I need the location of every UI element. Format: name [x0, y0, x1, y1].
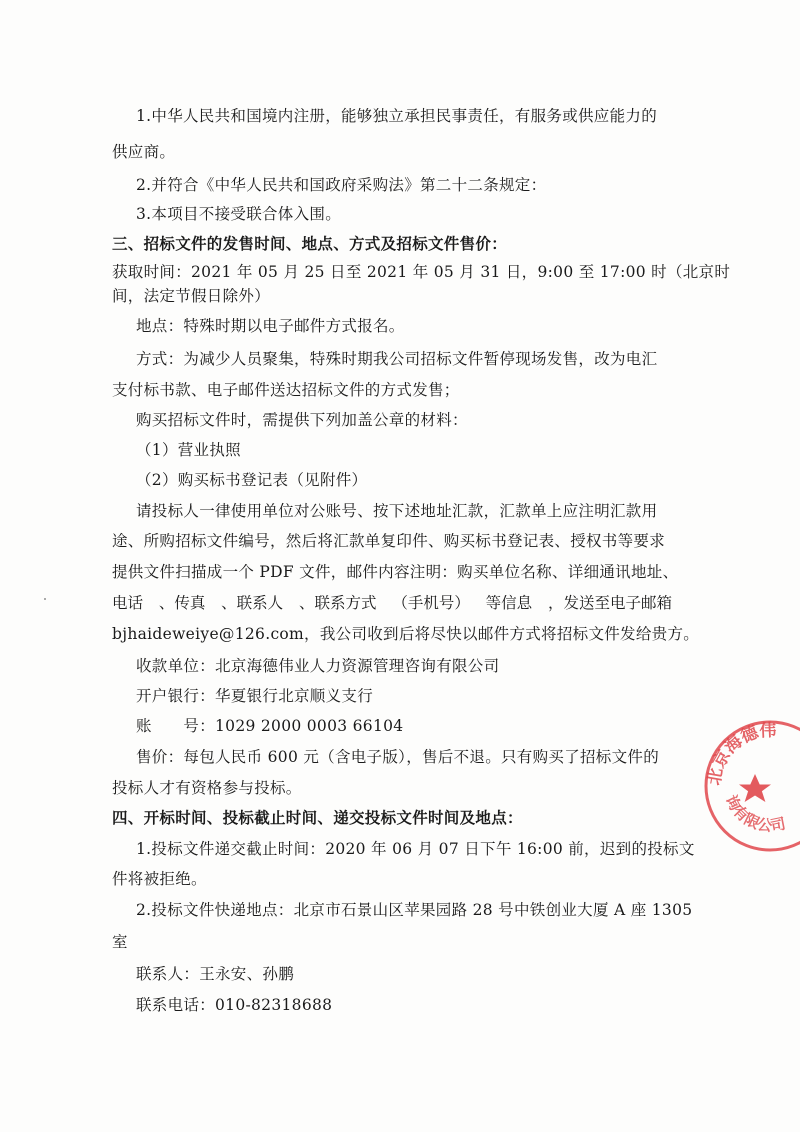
price-line: 售价：每包人民币 600 元（含电子版），售后不退。只有购买了招标文件的	[136, 748, 659, 766]
requirement-1: 1.中华人民共和国境内注册，能够独立承担民事责任，有服务或供应能力的	[136, 107, 657, 125]
place-text: 地点：特殊时期以电子邮件方式报名。	[136, 317, 405, 335]
price-line-cont: 投标人才有资格参与投标。	[112, 779, 302, 797]
method-text: 方式：为减少人员聚集，特殊时期我公司招标文件暂停现场发售，改为电汇	[136, 350, 658, 368]
remit-part-3: 、联系人	[221, 594, 284, 612]
remit-instructions: 请投标人一律使用单位对公账号、按下述地址汇款，汇款单上应注明汇款用	[136, 502, 658, 520]
materials-intro: 购买招标文件时，需提供下列加盖公章的材料：	[136, 411, 468, 429]
remit-part-5: （手机号）	[392, 594, 470, 612]
company-seal	[700, 714, 800, 854]
remit-part-2: 、传真	[158, 594, 206, 612]
method-text-cont: 支付标书款、电子邮件送达招标文件的方式发售；	[112, 381, 460, 399]
payee-line: 收款单位：北京海德伟业人力资源管理咨询有限公司	[136, 657, 500, 675]
requirement-3: 3.本项目不接受联合体入围。	[136, 205, 341, 223]
scan-speck	[44, 598, 46, 600]
contact-person: 联系人：王永安、孙鹏	[136, 965, 295, 983]
remit-part-4: 、联系方式	[298, 594, 377, 612]
seal-text-bottom: 询有限公司	[721, 792, 788, 836]
section-3-heading: 三、招标文件的发售时间、地点、方式及招标文件售价：	[112, 234, 508, 253]
remit-instructions-4	[112, 593, 672, 613]
seal-text-top: 北京海德伟	[704, 720, 777, 787]
remit-instructions-5: bjhaideweiye@126.com，我公司收到后将尽快以邮件方式将招标文件发给贵方。	[112, 625, 700, 643]
remit-instructions-3: 提供文件扫描成一个 PDF 文件，邮件内容注明：购买单位名称、详细通讯地址、	[112, 563, 679, 581]
obtain-time: 获取时间：2021 年 05 月 25 日至 2021 年 05 月 31 日，9:00 至 17:00 时（北京时	[112, 263, 731, 281]
section-4-heading: 四、开标时间、投标截止时间、递交投标文件时间及地点：	[112, 808, 523, 827]
requirement-2: 2.并符合《中华人民共和国政府采购法》第二十二条规定：	[136, 176, 547, 194]
material-item-1: （1）营业执照	[136, 441, 241, 459]
seal-star-icon	[739, 774, 771, 802]
requirement-1-cont: 供应商。	[112, 143, 176, 161]
deadline-line-cont: 件将被拒绝。	[112, 870, 207, 888]
contact-phone: 联系电话：010-82318688	[136, 996, 333, 1014]
obtain-time-cont: 间，法定节假日除外）	[112, 287, 271, 305]
delivery-address-cont: 室	[112, 933, 128, 951]
remit-part-6: 等信息	[485, 594, 533, 612]
deadline-line: 1.投标文件递交截止时间：2020 年 06 月 07 日下午 16:00 前，迟到的投标文	[136, 840, 695, 858]
material-item-2: （2）购买标书登记表（见附件）	[136, 471, 368, 489]
delivery-address: 2.投标文件快递地点：北京市石景山区苹果园路 28 号中铁创业大厦 A 座 1305	[136, 901, 693, 919]
remit-part-7: ，发送至电子邮箱	[547, 594, 672, 612]
remit-part-1: 电话	[112, 594, 144, 612]
remit-instructions-2: 途、所购招标文件编号，然后将汇款单复印件、购买标书登记表、授权书等要求	[112, 532, 666, 550]
bank-line: 开户银行：华夏银行北京顺义支行	[136, 687, 374, 705]
account-line: 账 号：1029 2000 0003 66104	[136, 717, 404, 735]
